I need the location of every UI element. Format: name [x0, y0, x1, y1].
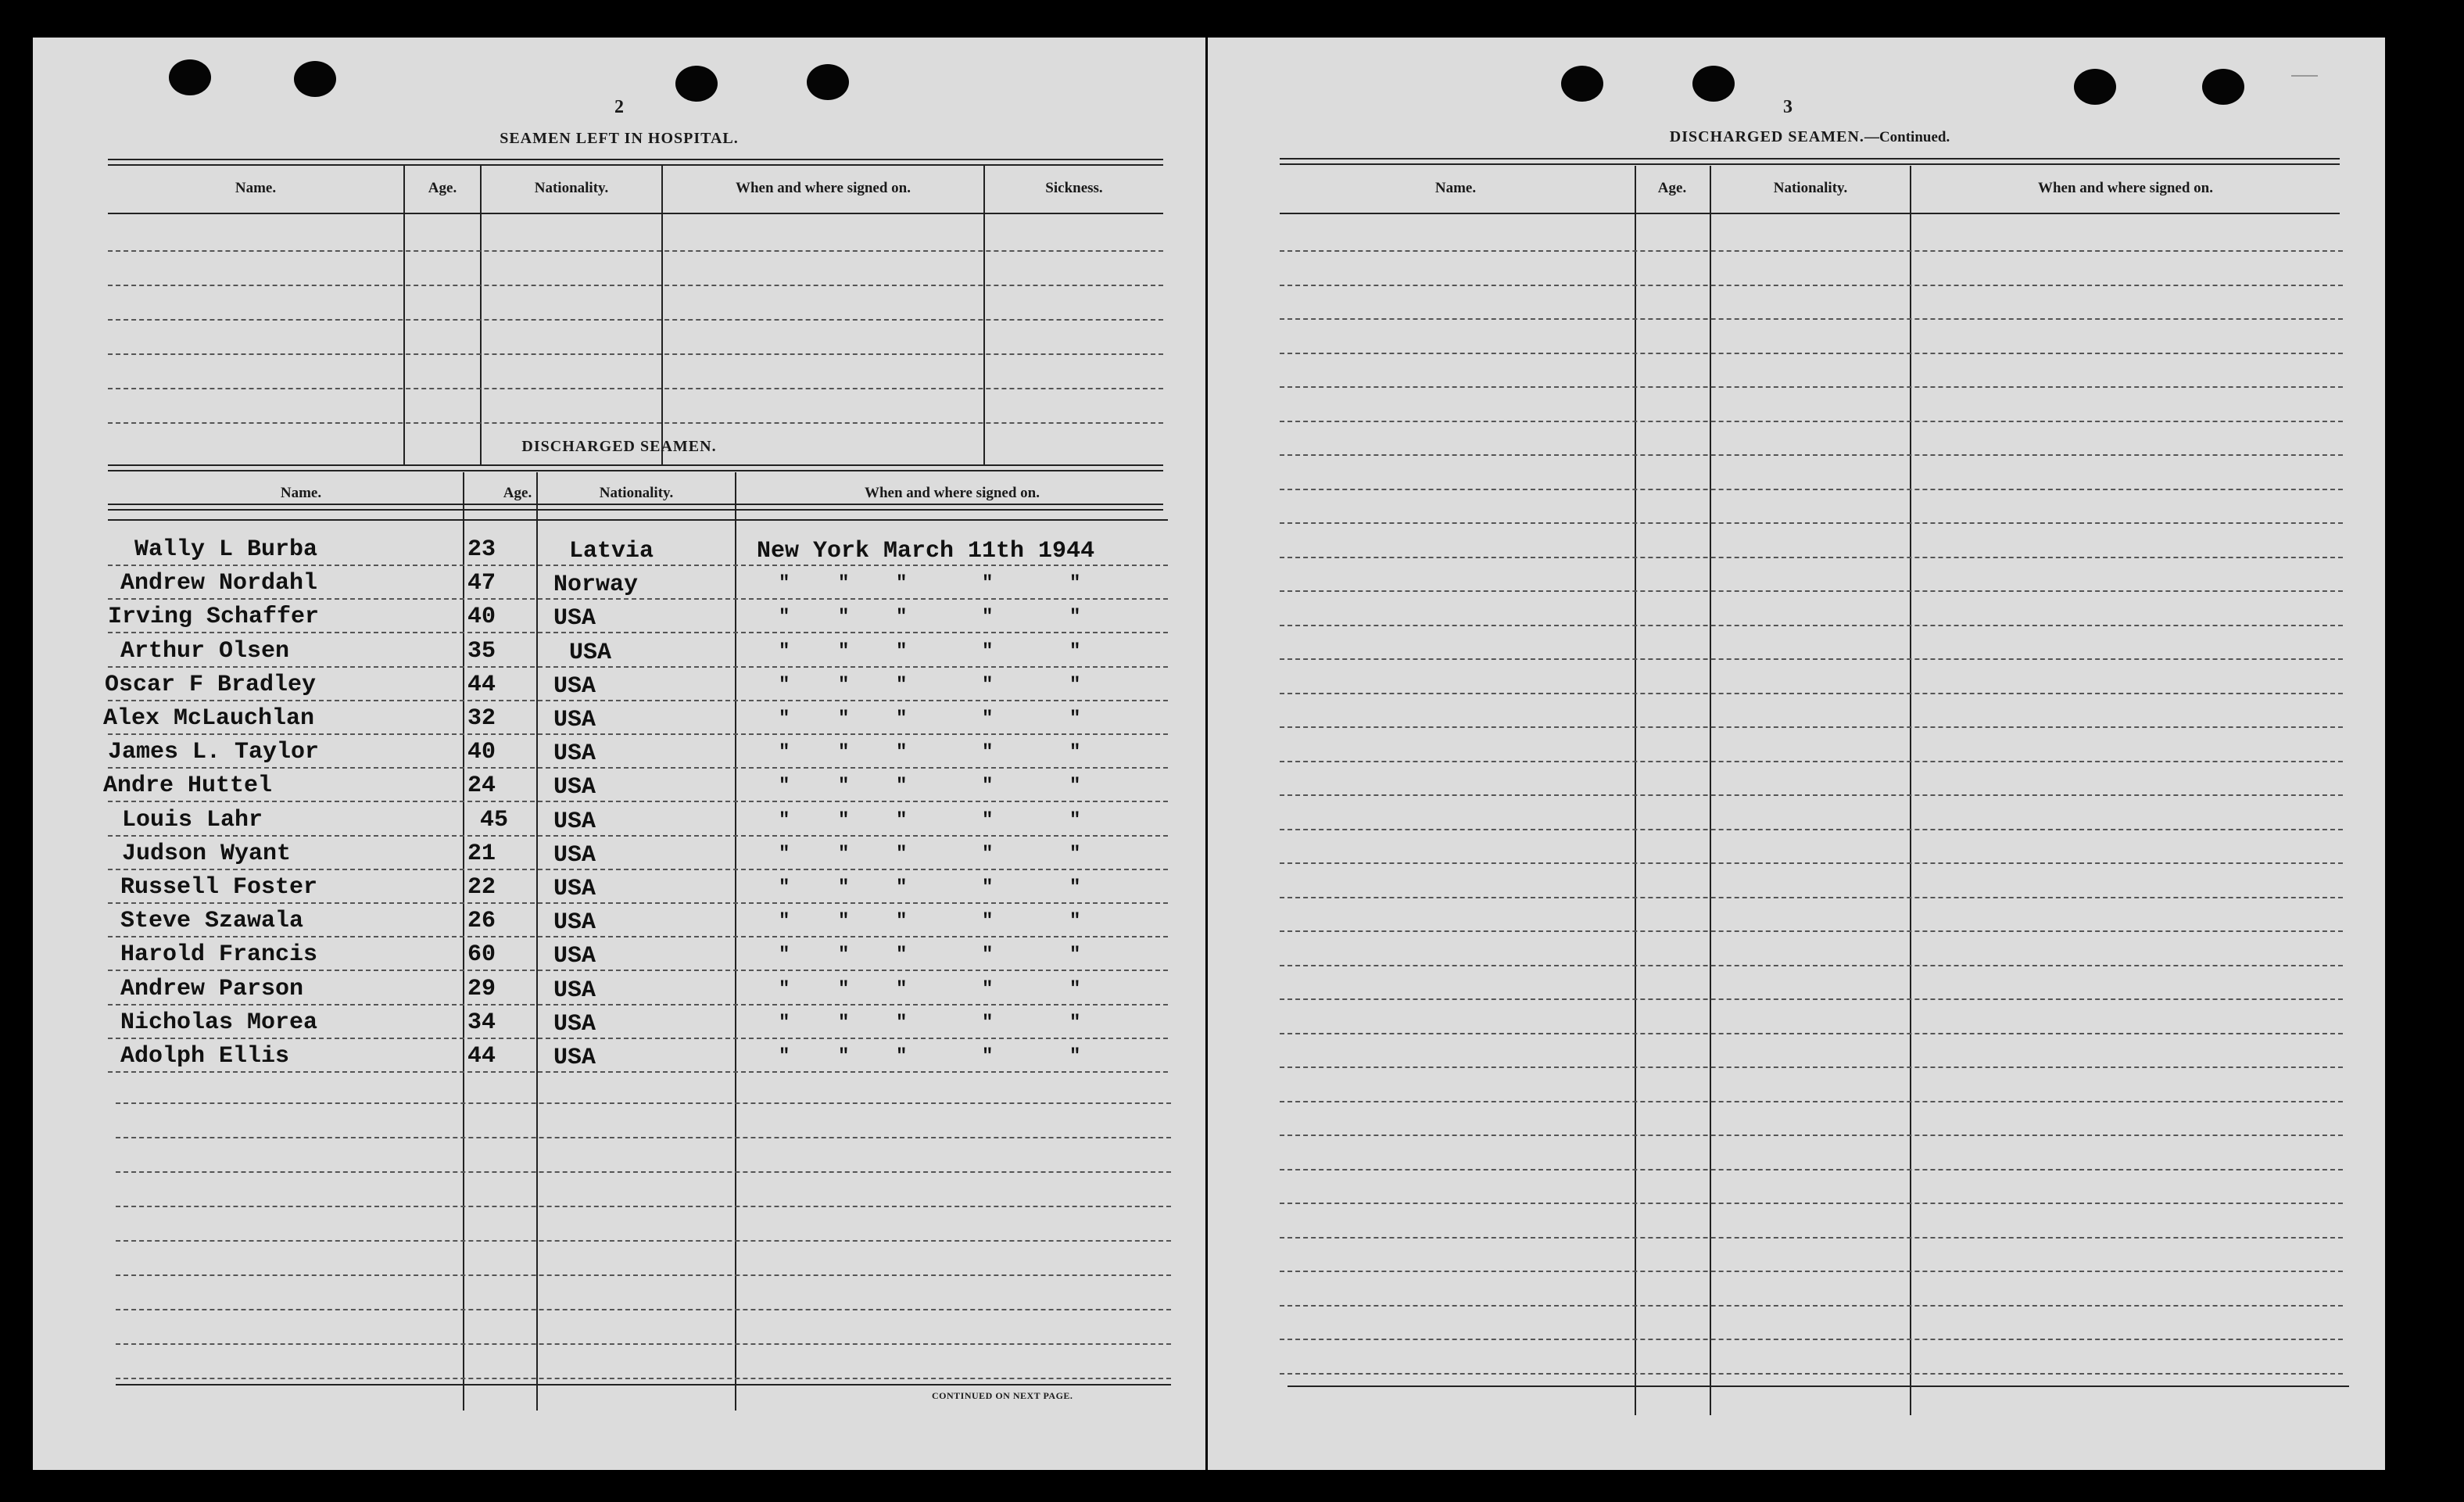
- ditto-mark: ": [838, 911, 850, 933]
- seaman-nationality: Norway: [553, 572, 639, 599]
- ditto-mark: ": [1069, 742, 1081, 764]
- ruled-line: [1280, 318, 2343, 320]
- continued-note: CONTINUED ON NEXT PAGE.: [932, 1390, 1073, 1401]
- ruled-line: [116, 1102, 1171, 1104]
- ruled-line: [1280, 930, 2343, 932]
- ditto-mark: ": [779, 640, 790, 662]
- ditto-mark: ": [896, 742, 908, 764]
- ruled-line: [108, 835, 1168, 837]
- seaman-age: 29: [467, 975, 496, 1002]
- ditto-mark: ": [1069, 877, 1081, 898]
- right-page: [1208, 38, 2385, 1470]
- punch-hole: [1561, 66, 1603, 102]
- seaman-age: 40: [467, 739, 496, 766]
- ruled-line: [108, 801, 1168, 802]
- ditto-mark: ": [838, 877, 850, 898]
- punch-hole: [2202, 69, 2244, 105]
- ruled-line: [1280, 1339, 2343, 1340]
- ditto-mark: ": [779, 978, 790, 1000]
- ruled-line: [108, 869, 1168, 870]
- ditto-mark: ": [982, 911, 994, 933]
- ruled-line: [1280, 726, 2343, 728]
- seaman-nationality: USA: [553, 672, 596, 700]
- ditto-mark: ": [982, 978, 994, 1000]
- ruled-line: [108, 767, 1168, 769]
- ditto-mark: ": [779, 742, 790, 764]
- ruled-line: [108, 1038, 1168, 1039]
- discharged-continued-title: DISCHARGED SEAMEN.—Continued.: [1669, 128, 1950, 145]
- ditto-mark: ": [838, 708, 850, 729]
- ruled-line: [1280, 1135, 2343, 1136]
- ditto-mark: ": [982, 708, 994, 729]
- ditto-mark: ": [982, 776, 994, 798]
- seaman-name: Nicholas Morea: [120, 1009, 318, 1036]
- ditto-mark: ": [982, 1046, 994, 1067]
- seaman-name: Andrew Parson: [120, 975, 304, 1002]
- hospital-section-title: SEAMEN LEFT IN HOSPITAL.: [500, 130, 739, 147]
- seaman-name: Arthur Olsen: [120, 637, 290, 665]
- seaman-nationality: USA: [553, 774, 596, 801]
- seaman-age: 44: [467, 1043, 496, 1070]
- seaman-age: 60: [467, 941, 496, 969]
- seaman-nationality: USA: [569, 639, 612, 666]
- ruled-line: [116, 1378, 1171, 1379]
- ditto-mark: ": [896, 708, 908, 729]
- ruled-line: [1280, 1101, 2343, 1102]
- punch-hole: [294, 61, 336, 97]
- ditto-mark: ": [982, 742, 994, 764]
- ditto-mark: ": [1069, 674, 1081, 696]
- ditto-mark: ": [838, 809, 850, 831]
- seaman-age: 44: [467, 671, 496, 698]
- ditto-mark: ": [779, 809, 790, 831]
- seaman-age: 45: [480, 806, 509, 833]
- ditto-mark: ": [838, 573, 850, 595]
- ruled-line: [1280, 1203, 2343, 1204]
- ruled-line: [1280, 1169, 2343, 1170]
- seaman-nationality: USA: [553, 605, 596, 633]
- ditto-mark: ": [779, 1046, 790, 1067]
- seaman-age: 47: [467, 570, 496, 597]
- ruled-line: [1280, 761, 2343, 762]
- ruled-line: [1280, 489, 2343, 490]
- ditto-mark: ": [896, 573, 908, 595]
- discharged-section-title: DISCHARGED SEAMEN.: [521, 438, 717, 455]
- ruled-line: [1280, 693, 2343, 694]
- ruled-line: [108, 632, 1168, 633]
- seaman-age: 35: [467, 637, 496, 665]
- seaman-nationality: USA: [553, 740, 596, 768]
- ruled-line: [1280, 1237, 2343, 1239]
- ruled-line: [1280, 250, 2343, 252]
- seaman-age: 22: [467, 874, 496, 901]
- right-header-signed-on: When and where signed on.: [2037, 180, 2213, 196]
- punch-hole: [807, 64, 849, 100]
- ditto-mark: ": [779, 607, 790, 629]
- seaman-name: James L. Taylor: [108, 739, 320, 766]
- ditto-mark: ": [896, 911, 908, 933]
- ditto-mark: ": [1069, 708, 1081, 729]
- signed-on-text: New York March 11th 1944: [757, 538, 1095, 565]
- ditto-mark: ": [838, 607, 850, 629]
- ruled-line: [1280, 421, 2343, 422]
- page-number: 3: [1783, 97, 1792, 117]
- ruled-line: [1280, 1305, 2343, 1307]
- ditto-mark: ": [896, 978, 908, 1000]
- ditto-mark: ": [982, 674, 994, 696]
- ditto-mark: ": [896, 674, 908, 696]
- seaman-name: Steve Szawala: [120, 908, 304, 935]
- ruled-line: [1280, 386, 2343, 388]
- ditto-mark: ": [1069, 945, 1081, 966]
- ruled-line: [108, 422, 1163, 424]
- ditto-mark: ": [1069, 978, 1081, 1000]
- ruled-line: [1280, 522, 2343, 524]
- ditto-mark: ": [838, 1012, 850, 1034]
- seaman-nationality: Latvia: [569, 538, 654, 565]
- seaman-age: 21: [467, 840, 496, 867]
- ruled-line: [108, 565, 1168, 566]
- ditto-mark: ": [779, 843, 790, 865]
- ruled-line: [108, 319, 1163, 321]
- ruled-line: [1280, 965, 2343, 966]
- ditto-mark: ": [779, 877, 790, 898]
- ruled-line: [116, 1309, 1171, 1310]
- ruled-line: [1280, 658, 2343, 660]
- ditto-mark: ": [982, 640, 994, 662]
- ruled-line: [1280, 829, 2343, 830]
- ditto-mark: ": [982, 1012, 994, 1034]
- ruled-line: [1280, 1271, 2343, 1272]
- left-page: [33, 38, 1205, 1470]
- ditto-mark: ": [1069, 573, 1081, 595]
- punch-hole: [169, 59, 211, 95]
- ditto-mark: ": [982, 573, 994, 595]
- ruled-line: [108, 936, 1168, 937]
- ruled-line: [108, 285, 1163, 286]
- discharged-header-age: Age.: [503, 485, 532, 501]
- ruled-line: [1280, 1066, 2343, 1068]
- discharged-header-nationality: Nationality.: [599, 485, 674, 501]
- ruled-line: [116, 1137, 1171, 1138]
- ruled-line: [116, 1343, 1171, 1345]
- ditto-mark: ": [779, 573, 790, 595]
- ruled-line: [116, 1240, 1171, 1242]
- seaman-name: Adolph Ellis: [120, 1043, 290, 1070]
- ruled-line: [1280, 794, 2343, 796]
- ruled-line: [108, 666, 1168, 668]
- ditto-mark: ": [779, 776, 790, 798]
- seaman-nationality: USA: [553, 909, 596, 937]
- ditto-mark: ": [896, 809, 908, 831]
- ruled-line: [108, 388, 1163, 389]
- ruled-line: [1280, 590, 2343, 592]
- hospital-header-sickness: Sickness.: [1045, 180, 1103, 196]
- ditto-mark: ": [1069, 843, 1081, 865]
- seaman-name: Alex McLauchlan: [103, 705, 315, 732]
- right-header-nationality: Nationality.: [1773, 180, 1848, 196]
- ditto-mark: ": [982, 945, 994, 966]
- seaman-name: Irving Schaffer: [108, 604, 320, 631]
- ruled-line: [108, 1004, 1168, 1006]
- ditto-mark: ": [982, 607, 994, 629]
- ditto-mark: ": [838, 640, 850, 662]
- ruled-line: [1280, 897, 2343, 898]
- seaman-nationality: USA: [553, 808, 596, 835]
- ruled-line: [108, 1071, 1168, 1073]
- ditto-mark: ": [896, 607, 908, 629]
- ditto-mark: ": [982, 809, 994, 831]
- seaman-nationality: USA: [553, 876, 596, 902]
- ruled-line: [116, 1171, 1171, 1173]
- seaman-name: Harold Francis: [120, 941, 318, 969]
- seaman-nationality: USA: [553, 707, 596, 733]
- ditto-mark: ": [896, 1046, 908, 1067]
- hospital-header-age: Age.: [428, 180, 457, 196]
- seaman-nationality: USA: [553, 943, 596, 970]
- ruled-line: [1280, 285, 2343, 286]
- ditto-mark: ": [1069, 607, 1081, 629]
- ruled-line: [1280, 998, 2343, 1000]
- seaman-nationality: USA: [553, 1045, 596, 1071]
- hospital-header-signed-on: When and where signed on.: [735, 180, 911, 196]
- discharged-header-name: Name.: [280, 485, 322, 501]
- discharged-header-signed-on: When and where signed on.: [864, 485, 1040, 501]
- hospital-header-nationality: Nationality.: [534, 180, 609, 196]
- hospital-header-name: Name.: [235, 180, 277, 196]
- ditto-mark: ": [1069, 911, 1081, 933]
- ruled-line: [108, 700, 1168, 701]
- ruled-line: [108, 598, 1168, 600]
- ditto-mark: ": [779, 911, 790, 933]
- ruled-line: [1280, 862, 2343, 864]
- seaman-nationality: USA: [553, 841, 596, 869]
- seaman-nationality: USA: [553, 1010, 596, 1038]
- ditto-mark: ": [838, 843, 850, 865]
- seaman-name: Andrew Nordahl: [120, 570, 318, 597]
- ditto-mark: ": [1069, 1012, 1081, 1034]
- seaman-age: 23: [467, 536, 496, 563]
- seaman-name: Wally L Burba: [134, 536, 318, 563]
- seaman-name: Russell Foster: [120, 874, 318, 901]
- punch-hole: [2074, 69, 2116, 105]
- ruled-line: [1280, 454, 2343, 456]
- ruled-line: [108, 733, 1168, 735]
- ruled-line: [1280, 625, 2343, 626]
- ruled-line: [1280, 557, 2343, 558]
- ditto-mark: ": [896, 877, 908, 898]
- punch-hole: [1692, 66, 1735, 102]
- ditto-mark: ": [838, 945, 850, 966]
- seaman-age: 26: [467, 908, 496, 935]
- punch-hole: [675, 66, 718, 102]
- ditto-mark: ": [838, 674, 850, 696]
- ditto-mark: ": [896, 640, 908, 662]
- seaman-nationality: USA: [553, 977, 596, 1004]
- ruled-line: [108, 353, 1163, 355]
- ditto-mark: ": [1069, 809, 1081, 831]
- ditto-mark: ": [1069, 1046, 1081, 1067]
- right-header-name: Name.: [1434, 180, 1477, 196]
- ruled-line: [1280, 1373, 2343, 1375]
- ruled-line: [1280, 1033, 2343, 1034]
- ditto-mark: ": [779, 1012, 790, 1034]
- seaman-name: Louis Lahr: [122, 806, 263, 833]
- ruled-line: [108, 970, 1168, 971]
- ditto-mark: ": [896, 945, 908, 966]
- ditto-mark: ": [982, 843, 994, 865]
- ditto-mark: ": [779, 674, 790, 696]
- seaman-age: 32: [467, 705, 496, 732]
- seaman-age: 40: [467, 604, 496, 631]
- ditto-mark: ": [779, 708, 790, 729]
- ruled-line: [108, 902, 1168, 904]
- ditto-mark: ": [896, 843, 908, 865]
- ditto-mark: ": [1069, 776, 1081, 798]
- page-number: 2: [614, 97, 624, 117]
- ditto-mark: ": [1069, 640, 1081, 662]
- ditto-mark: ": [838, 742, 850, 764]
- ruled-line: [116, 1206, 1171, 1207]
- seaman-name: Judson Wyant: [122, 840, 292, 867]
- right-header-age: Age.: [1657, 180, 1687, 196]
- seaman-name: Oscar F Bradley: [105, 671, 317, 698]
- ditto-mark: ": [838, 776, 850, 798]
- ruled-line: [108, 250, 1163, 252]
- seaman-age: 24: [467, 773, 496, 800]
- ditto-mark: ": [779, 945, 790, 966]
- seaman-age: 34: [467, 1009, 496, 1036]
- ditto-mark: ": [838, 978, 850, 1000]
- ruled-line: [116, 1274, 1171, 1276]
- ditto-mark: ": [896, 1012, 908, 1034]
- ditto-mark: ": [982, 877, 994, 898]
- seaman-name: Andre Huttel: [103, 773, 273, 800]
- ruled-line: [1280, 353, 2343, 354]
- ditto-mark: ": [896, 776, 908, 798]
- ditto-mark: ": [838, 1046, 850, 1067]
